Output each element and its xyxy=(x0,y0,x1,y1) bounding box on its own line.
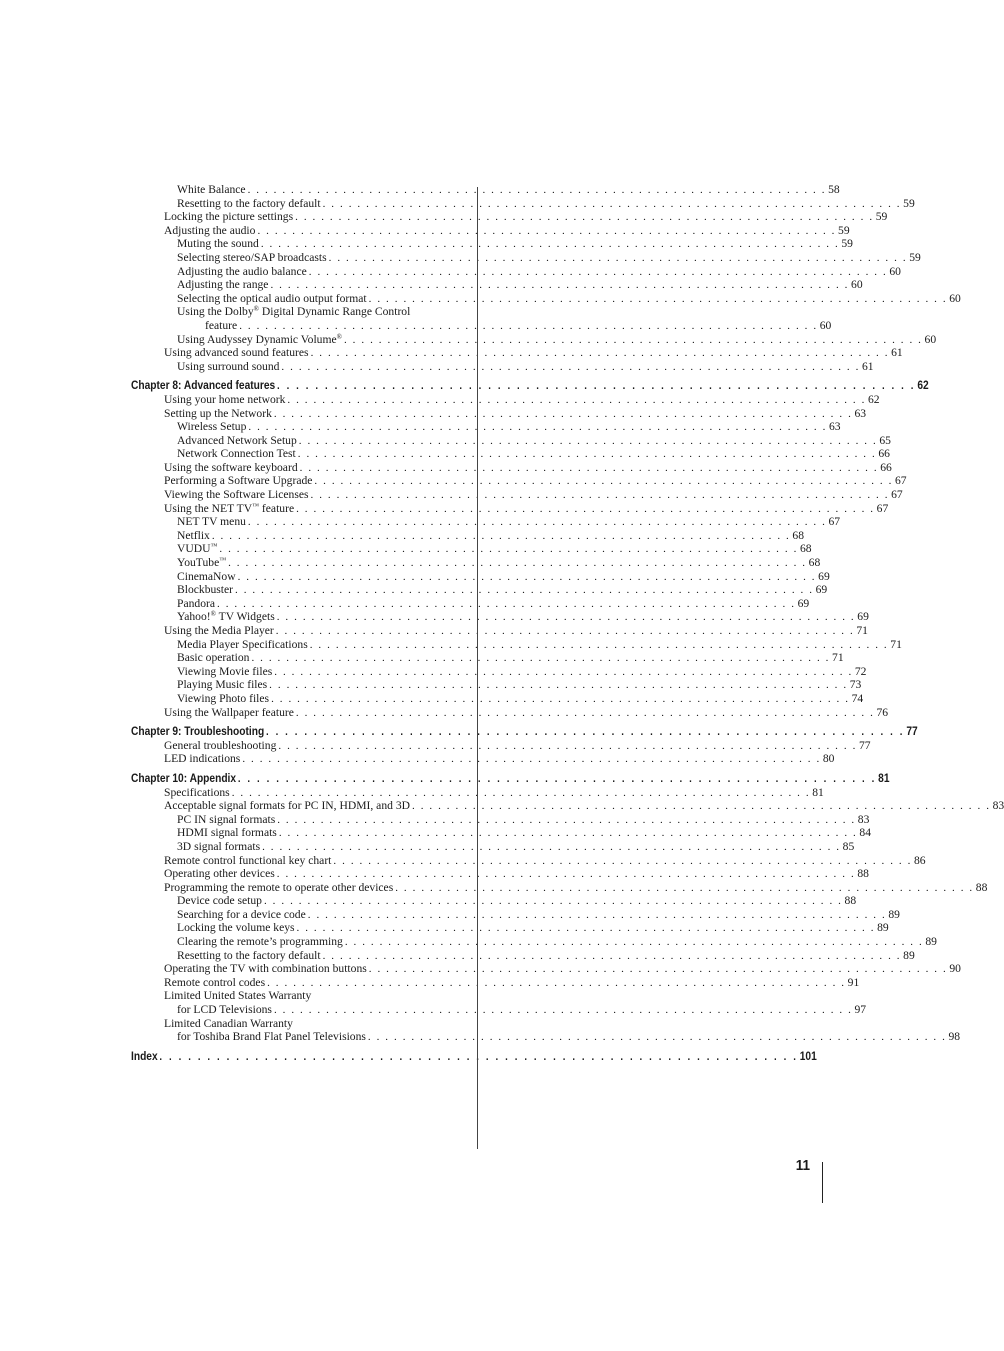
toc-entry xyxy=(131,291,961,306)
toc-entry-title: Operating the TV with combination buttons xyxy=(164,962,367,976)
dot-leader xyxy=(272,666,855,680)
toc-entry xyxy=(131,907,900,922)
toc-entry-title: Programming the remote to operate other devices xyxy=(164,880,394,894)
dot-leader xyxy=(306,909,889,923)
dot-leader xyxy=(268,279,851,293)
toc-entry-title: Selecting stereo/SAP broadcasts xyxy=(177,250,327,264)
toc-page-number: 81 xyxy=(812,785,824,799)
toc-entry xyxy=(131,948,915,963)
dot-leader xyxy=(298,462,881,476)
toc-entry xyxy=(131,610,869,624)
toc-entry-title: Media Player Specifications xyxy=(177,637,308,651)
dot-leader xyxy=(331,855,914,869)
toc-page-number: 85 xyxy=(842,839,855,853)
toc-page-number: 74 xyxy=(851,691,864,705)
toc-entry-title: Searching for a device code xyxy=(177,907,306,921)
toc-entry-title: Viewing Movie files xyxy=(177,664,273,678)
page-number: 11 xyxy=(795,1157,810,1174)
toc-entry-title: Viewing Photo files xyxy=(177,691,270,705)
toc-entry xyxy=(131,752,835,766)
toc-entry-title: Setting up the Network xyxy=(164,406,272,420)
toc-page-number: 60 xyxy=(851,278,863,292)
dot-leader xyxy=(277,827,860,841)
dot-leader xyxy=(343,936,926,950)
toc-entry xyxy=(131,1017,464,1031)
toc-entry xyxy=(131,237,853,251)
toc-entry xyxy=(131,1003,867,1017)
toc-entry-title: Operating other devices xyxy=(164,867,275,881)
toc-entry-title: Netflix xyxy=(177,528,210,542)
toc-entry-title: Blockbuster xyxy=(177,583,234,597)
toc-page-number: 65 xyxy=(879,433,891,447)
toc-entry xyxy=(131,433,891,448)
toc-page-number: 68 xyxy=(792,528,804,542)
dot-leader xyxy=(274,625,857,639)
dot-leader xyxy=(272,1004,855,1018)
toc-page-number: 84 xyxy=(859,826,871,840)
dot-leader xyxy=(267,679,850,693)
toc-entry xyxy=(131,637,902,652)
toc-entry-title: Selecting the optical audio output format xyxy=(177,291,367,305)
toc-entry-title: VUDU™ xyxy=(177,542,218,556)
toc-page-number: 67 xyxy=(894,474,907,488)
toc-page-number: 101 xyxy=(799,1049,817,1063)
toc-page-number: 61 xyxy=(891,346,903,360)
toc-page-number: 59 xyxy=(903,196,915,210)
toc-entry-title: Adjusting the range xyxy=(177,278,269,292)
toc-page-number: 97 xyxy=(854,1003,867,1017)
toc-entry-title: PC IN signal formats xyxy=(177,812,276,826)
dot-leader xyxy=(293,211,876,225)
dot-leader xyxy=(342,334,925,348)
toc-entry xyxy=(131,183,840,197)
dot-leader xyxy=(308,639,891,653)
toc-entry xyxy=(131,738,871,753)
toc-page-number: 80 xyxy=(822,752,835,766)
toc-entry-title: Adjusting the audio balance xyxy=(177,264,307,278)
dot-leader xyxy=(237,320,820,334)
toc-entry xyxy=(131,515,841,529)
toc-entry-title: Using advanced sound features xyxy=(164,346,309,360)
toc-entry xyxy=(131,346,903,360)
toc-entry-title: Acceptable signal formats for PC IN, HDMI, and 3D xyxy=(164,799,410,813)
toc-entry xyxy=(131,935,937,949)
toc-entry-title: Using the NET TV™ feature xyxy=(164,501,295,515)
toc-page-number: 89 xyxy=(888,907,900,921)
toc-entry xyxy=(131,223,850,238)
toc-entry-title: Limited Canadian Warranty xyxy=(164,1016,293,1030)
toc-entry-title: Yahoo!® TV Widgets xyxy=(177,610,275,624)
toc-entry xyxy=(131,278,863,292)
toc-entry-title: Device code setup xyxy=(177,894,262,908)
dot-leader xyxy=(275,814,858,828)
toc-page-number: 73 xyxy=(849,678,862,692)
dot-leader xyxy=(312,475,895,489)
toc-entry-title: feature xyxy=(205,318,238,332)
toc-page-number: 88 xyxy=(857,867,869,881)
toc-entry-title: General troubleshooting xyxy=(164,738,277,752)
toc-entry xyxy=(131,359,874,374)
dot-leader xyxy=(309,347,892,361)
toc-page-number: 69 xyxy=(857,610,869,624)
toc-entry xyxy=(131,867,869,881)
toc-entry xyxy=(131,542,812,556)
toc-page-number: 60 xyxy=(924,332,937,346)
toc-page-number: 59 xyxy=(909,250,921,264)
toc-entry xyxy=(131,894,857,908)
toc-entry xyxy=(131,1030,961,1044)
dot-leader xyxy=(249,652,832,666)
toc-page-number: 60 xyxy=(949,291,961,305)
toc-entry-title: Clearing the remote’s programming xyxy=(177,935,343,949)
table-of-contents xyxy=(131,183,1004,1063)
toc-entry-title: Remote control codes xyxy=(164,975,266,989)
dot-leader xyxy=(294,707,877,721)
toc-page-number: 68 xyxy=(799,542,812,556)
toc-page-number: 67 xyxy=(891,488,903,502)
toc-entry xyxy=(131,264,901,279)
toc-entry xyxy=(131,691,864,706)
dot-leader xyxy=(215,598,798,612)
toc-entry-title: Limited United States Warranty xyxy=(164,989,312,1003)
toc-page-number: 83 xyxy=(857,812,870,826)
toc-entry-title: for LCD Televisions xyxy=(177,1003,272,1017)
toc-entry xyxy=(131,474,907,488)
dot-leader xyxy=(236,571,819,585)
toc-page-number: 91 xyxy=(847,975,860,989)
toc-page-number: 88 xyxy=(844,894,857,908)
toc-entry xyxy=(131,880,988,895)
toc-entry xyxy=(131,678,862,692)
toc-page-number: 86 xyxy=(913,853,926,867)
toc-page-number: 58 xyxy=(828,183,840,196)
toc-page-number: 69 xyxy=(797,596,810,610)
dot-leader xyxy=(264,726,906,740)
toc-page-number: 59 xyxy=(841,237,853,251)
toc-page-number: 69 xyxy=(815,583,828,597)
toc-page-number: 66 xyxy=(878,447,890,461)
toc-page-number: 71 xyxy=(890,637,902,651)
dot-leader xyxy=(246,421,829,435)
toc-entry-title: Wireless Setup xyxy=(177,420,247,434)
toc-entry xyxy=(131,406,867,421)
toc-entry xyxy=(131,488,903,502)
toc-entry-title: Specifications xyxy=(164,785,230,799)
toc-entry-title: Using the software keyboard xyxy=(164,460,298,474)
toc-page-number: 60 xyxy=(819,318,832,332)
toc-entry xyxy=(131,392,880,407)
toc-entry-title: Remote control functional key chart xyxy=(164,853,332,867)
toc-entry xyxy=(131,853,926,868)
toc-page-number: 69 xyxy=(818,569,830,583)
toc-entry xyxy=(131,651,844,665)
toc-entry xyxy=(131,460,892,475)
dot-leader xyxy=(269,693,852,707)
dot-leader xyxy=(297,435,880,449)
dot-leader xyxy=(285,394,868,408)
toc-page-number: 62 xyxy=(867,392,880,406)
toc-page-number: 63 xyxy=(828,420,841,434)
toc-entry-title: HDMI signal formats xyxy=(177,826,277,840)
toc-entry xyxy=(131,569,830,584)
toc-chapter-heading xyxy=(131,1049,817,1064)
column-divider xyxy=(477,187,478,1149)
toc-entry-title: Muting the sound xyxy=(177,237,259,251)
dot-leader xyxy=(321,950,904,964)
toc-entry-title: Viewing the Software Licenses xyxy=(164,488,309,502)
toc-entry-title: Advanced Network Setup xyxy=(177,433,297,447)
toc-entry xyxy=(131,556,821,570)
toc-entry-title: Resetting to the factory default xyxy=(177,196,321,210)
toc-entry xyxy=(131,705,889,720)
toc-page-number: 71 xyxy=(856,624,868,637)
toc-page-number: 60 xyxy=(889,264,901,278)
toc-page-number: 61 xyxy=(861,359,874,373)
toc-page-number: 89 xyxy=(877,921,889,935)
toc-page-number: 72 xyxy=(854,664,867,678)
dot-leader xyxy=(410,800,993,814)
dot-leader xyxy=(236,773,878,787)
toc-entry-title: Network Connection Test xyxy=(177,447,296,461)
toc-page-number: 88 xyxy=(975,880,988,894)
toc-page-number: 77 xyxy=(858,738,871,752)
toc-entry-title: Chapter 10: Appendix xyxy=(131,771,237,785)
toc-entry xyxy=(131,332,937,347)
toc-page-number: 59 xyxy=(838,223,850,237)
toc-chapter-heading xyxy=(131,771,890,786)
dot-leader xyxy=(294,503,877,517)
toc-entry-title: Index xyxy=(131,1049,158,1063)
dot-leader xyxy=(246,184,829,198)
toc-entry-title: Using the Dolby® Digital Dynamic Range Control xyxy=(177,305,411,319)
toc-entry xyxy=(131,624,868,638)
dot-leader xyxy=(230,787,813,801)
toc-entry-title: Chapter 9: Troubleshooting xyxy=(131,725,265,739)
toc-entry-title: Adjusting the audio xyxy=(164,223,256,237)
dot-leader xyxy=(296,448,879,462)
toc-entry-title: Locking the picture settings xyxy=(164,210,294,224)
toc-entry-title: Pandora xyxy=(177,596,215,610)
dot-leader xyxy=(327,252,910,266)
toc-page-number: 62 xyxy=(917,379,929,393)
dot-leader xyxy=(272,408,855,422)
toc-chapter-heading xyxy=(131,725,918,739)
dot-leader xyxy=(260,841,843,855)
toc-page-number: 67 xyxy=(876,501,889,515)
toc-entry-title: 3D signal formats xyxy=(177,839,261,853)
toc-page-number: 68 xyxy=(808,556,821,570)
dot-leader xyxy=(217,543,800,557)
dot-leader xyxy=(275,611,858,625)
toc-entry xyxy=(131,799,1004,813)
dot-leader xyxy=(367,293,950,307)
toc-entry-title: CinemaNow xyxy=(177,569,236,583)
toc-entry-title: Basic operation xyxy=(177,651,250,665)
dot-leader xyxy=(246,516,829,530)
toc-page-number: 71 xyxy=(832,651,844,665)
toc-entry xyxy=(131,250,921,265)
toc-entry-title: YouTube™ xyxy=(177,556,227,570)
dot-leader xyxy=(158,1051,800,1065)
toc-entry xyxy=(131,528,804,543)
dot-leader xyxy=(240,753,823,767)
toc-entry xyxy=(131,839,855,854)
toc-entry-title: Performing a Software Upgrade xyxy=(164,474,313,488)
dot-leader xyxy=(295,922,878,936)
toc-entry-title: Locking the volume keys xyxy=(177,921,295,935)
toc-entry xyxy=(131,962,961,976)
dot-leader xyxy=(275,868,858,882)
toc-entry xyxy=(131,826,871,840)
dot-leader xyxy=(265,977,848,991)
dot-leader xyxy=(393,882,976,896)
toc-entry-title: Resetting to the factory default xyxy=(177,948,321,962)
toc-page-number: 89 xyxy=(903,948,915,962)
toc-page-number: 83 xyxy=(992,799,1004,813)
toc-entry xyxy=(131,210,888,224)
toc-entry-title: Using your home network xyxy=(164,392,286,406)
toc-page-number: 63 xyxy=(854,406,867,420)
toc-entry xyxy=(131,921,889,935)
toc-page-number: 77 xyxy=(906,725,918,739)
toc-entry xyxy=(131,196,915,211)
dot-leader xyxy=(307,266,890,280)
dot-leader xyxy=(367,963,950,977)
dot-leader xyxy=(255,225,838,239)
toc-entry-title: Chapter 8: Advanced features xyxy=(131,379,276,393)
toc-entry-title: White Balance xyxy=(177,183,246,196)
toc-page-number: 81 xyxy=(878,771,890,785)
dot-leader xyxy=(276,740,859,754)
toc-entry xyxy=(131,318,832,333)
dot-leader xyxy=(309,489,892,503)
toc-page-number: 98 xyxy=(948,1030,961,1044)
toc-entry-title: Using surround sound xyxy=(177,359,280,373)
dot-leader xyxy=(321,198,904,212)
dot-leader xyxy=(262,895,845,909)
toc-chapter-heading xyxy=(131,379,929,393)
toc-entry-title: Using Audyssey Dynamic Volume® xyxy=(177,332,342,346)
toc-entry xyxy=(131,596,810,611)
dot-leader xyxy=(279,361,862,375)
toc-entry xyxy=(131,420,841,434)
toc-page-number: 66 xyxy=(880,460,892,474)
toc-entry-title: Playing Music files xyxy=(177,678,268,692)
toc-page-number: 89 xyxy=(925,935,937,949)
toc-entry xyxy=(131,501,889,516)
toc-entry-title: Using the Wallpaper feature xyxy=(164,705,294,719)
toc-entry-title: LED indications xyxy=(164,752,241,766)
toc-entry xyxy=(131,583,828,597)
dot-leader xyxy=(366,1031,949,1045)
toc-entry xyxy=(131,785,824,800)
toc-entry xyxy=(131,812,870,827)
toc-entry xyxy=(131,975,860,990)
dot-leader xyxy=(259,238,842,252)
toc-entry-title: Using the Media Player xyxy=(164,624,274,637)
page-edge-rule xyxy=(822,1162,823,1203)
toc-entry xyxy=(131,305,464,319)
toc-entry xyxy=(131,989,464,1003)
toc-entry xyxy=(131,664,867,679)
dot-leader xyxy=(275,380,917,394)
toc-entry-title: NET TV menu xyxy=(177,515,246,529)
toc-page-number: 67 xyxy=(828,515,841,529)
dot-leader xyxy=(210,530,793,544)
toc-page-number: 76 xyxy=(876,705,889,719)
toc-page-number: 59 xyxy=(875,210,888,224)
dot-leader xyxy=(233,584,816,598)
toc-entry xyxy=(131,447,890,461)
toc-entry-title: for Toshiba Brand Flat Panel Televisions xyxy=(177,1030,366,1044)
toc-page-number: 90 xyxy=(949,962,961,976)
dot-leader xyxy=(226,557,809,571)
